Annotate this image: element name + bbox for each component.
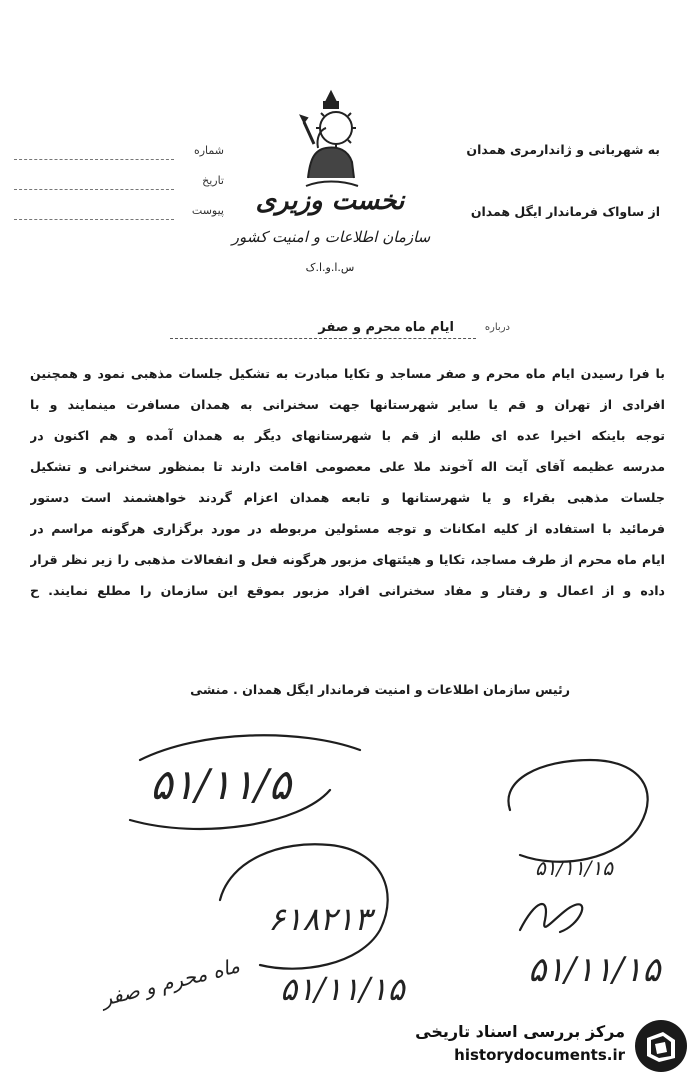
handwritten-note: ماه محرم و صفر	[99, 953, 243, 1011]
signature-stroke	[520, 904, 582, 932]
org-subtitle: سازمان اطلاعات و امنیت کشور	[231, 228, 431, 246]
date-field	[14, 174, 224, 194]
body-line: افرادی از تهران و قم یا سایر شهرستانها جهت سخنرانی به همدان مسافرت مینمایند و با	[30, 397, 665, 412]
body-line: مدرسه عظیمه آقای آیت اله آخوند ملا علی معصومی اقامت دارند تا بمنظور سخنرانی و تشکیل	[30, 459, 665, 474]
subject-line	[170, 338, 476, 339]
to-address: به شهربانی و ژاندارمری همدان	[466, 142, 660, 157]
letter-body	[30, 364, 665, 612]
stamp-oval-b	[508, 760, 647, 862]
watermark-name: مرکز بررسی اسناد تاریخی	[415, 1022, 625, 1041]
stamp-date-d: ۵۱/۱۱/۱۵	[280, 970, 405, 1008]
number-label: شماره	[193, 144, 224, 157]
stamp-oval-a	[140, 735, 360, 760]
body-line: ایام ماه محرم از طرف مساجد، تکایا و هیئتهای مزبور هرگونه فعل و انفعالات مذهبی را زیر نظر قرار	[30, 552, 665, 567]
subject-text: ایام ماه محرم و صفر	[318, 320, 454, 335]
subject-label: درباره	[484, 322, 510, 333]
date-label: تاریخ	[202, 174, 224, 187]
attachment-field-line	[14, 219, 174, 220]
body-line: فرمائید با استفاده از کلیه امکانات و توجه مسئولین مربوطه در مورد برگزاری هرگونه مراسم در	[30, 521, 665, 536]
org-name: نخست وزیری	[255, 186, 405, 216]
body-line: جلسات مذهبی بقراء و یا شهرستانها و تابعه همدان اعزام گردند خواهشمند است دستور	[30, 490, 665, 505]
lion-and-sun-emblem-icon	[296, 88, 366, 192]
watermark-url[interactable]: historydocuments.ir	[454, 1046, 625, 1064]
attachment-field	[14, 204, 224, 224]
from-address: از ساواک فرماندار ایگل همدان	[470, 204, 660, 219]
body-line: توجه باینکه اخیرا عده ای طلبه از قم با شهرستانهای دیگر به همدان آمده و هم اکنون در	[30, 428, 665, 443]
closing-line: رئیس سازمان اطلاعات و امنیت فرماندار ایگل همدان . منشی	[190, 682, 570, 697]
attachment-label: پیوست	[191, 204, 224, 217]
stamp-date-a: ۵۱/۱۱/۵	[150, 760, 292, 809]
archive-logo-icon	[633, 1018, 689, 1074]
handwritten-strokes	[0, 720, 700, 1070]
stamp-date-e: ۵۱/۱۱/۱۵	[528, 950, 661, 990]
date-field-line	[14, 189, 174, 190]
subject-row	[170, 320, 510, 342]
number-field	[14, 144, 224, 164]
stamp-number-c: ۶۱۸۲۱۳	[268, 900, 372, 938]
body-line: با فرا رسیدن ایام ماه محرم و صفر مساجد و تکایا مبادرت به تشکیل جلسات مذهبی نمود و همچنین	[30, 366, 665, 381]
number-field-line	[14, 159, 174, 160]
org-code: س.ا.و.ا.ک	[305, 261, 355, 274]
stamp-date-b: ۵۱/۱۱/۱۵	[535, 856, 613, 880]
body-line: داده و از اعمال و رفتار و مفاد سخنرانی افراد مزبور بموقع این سازمان را مطلع نمایند. ح	[30, 583, 665, 598]
